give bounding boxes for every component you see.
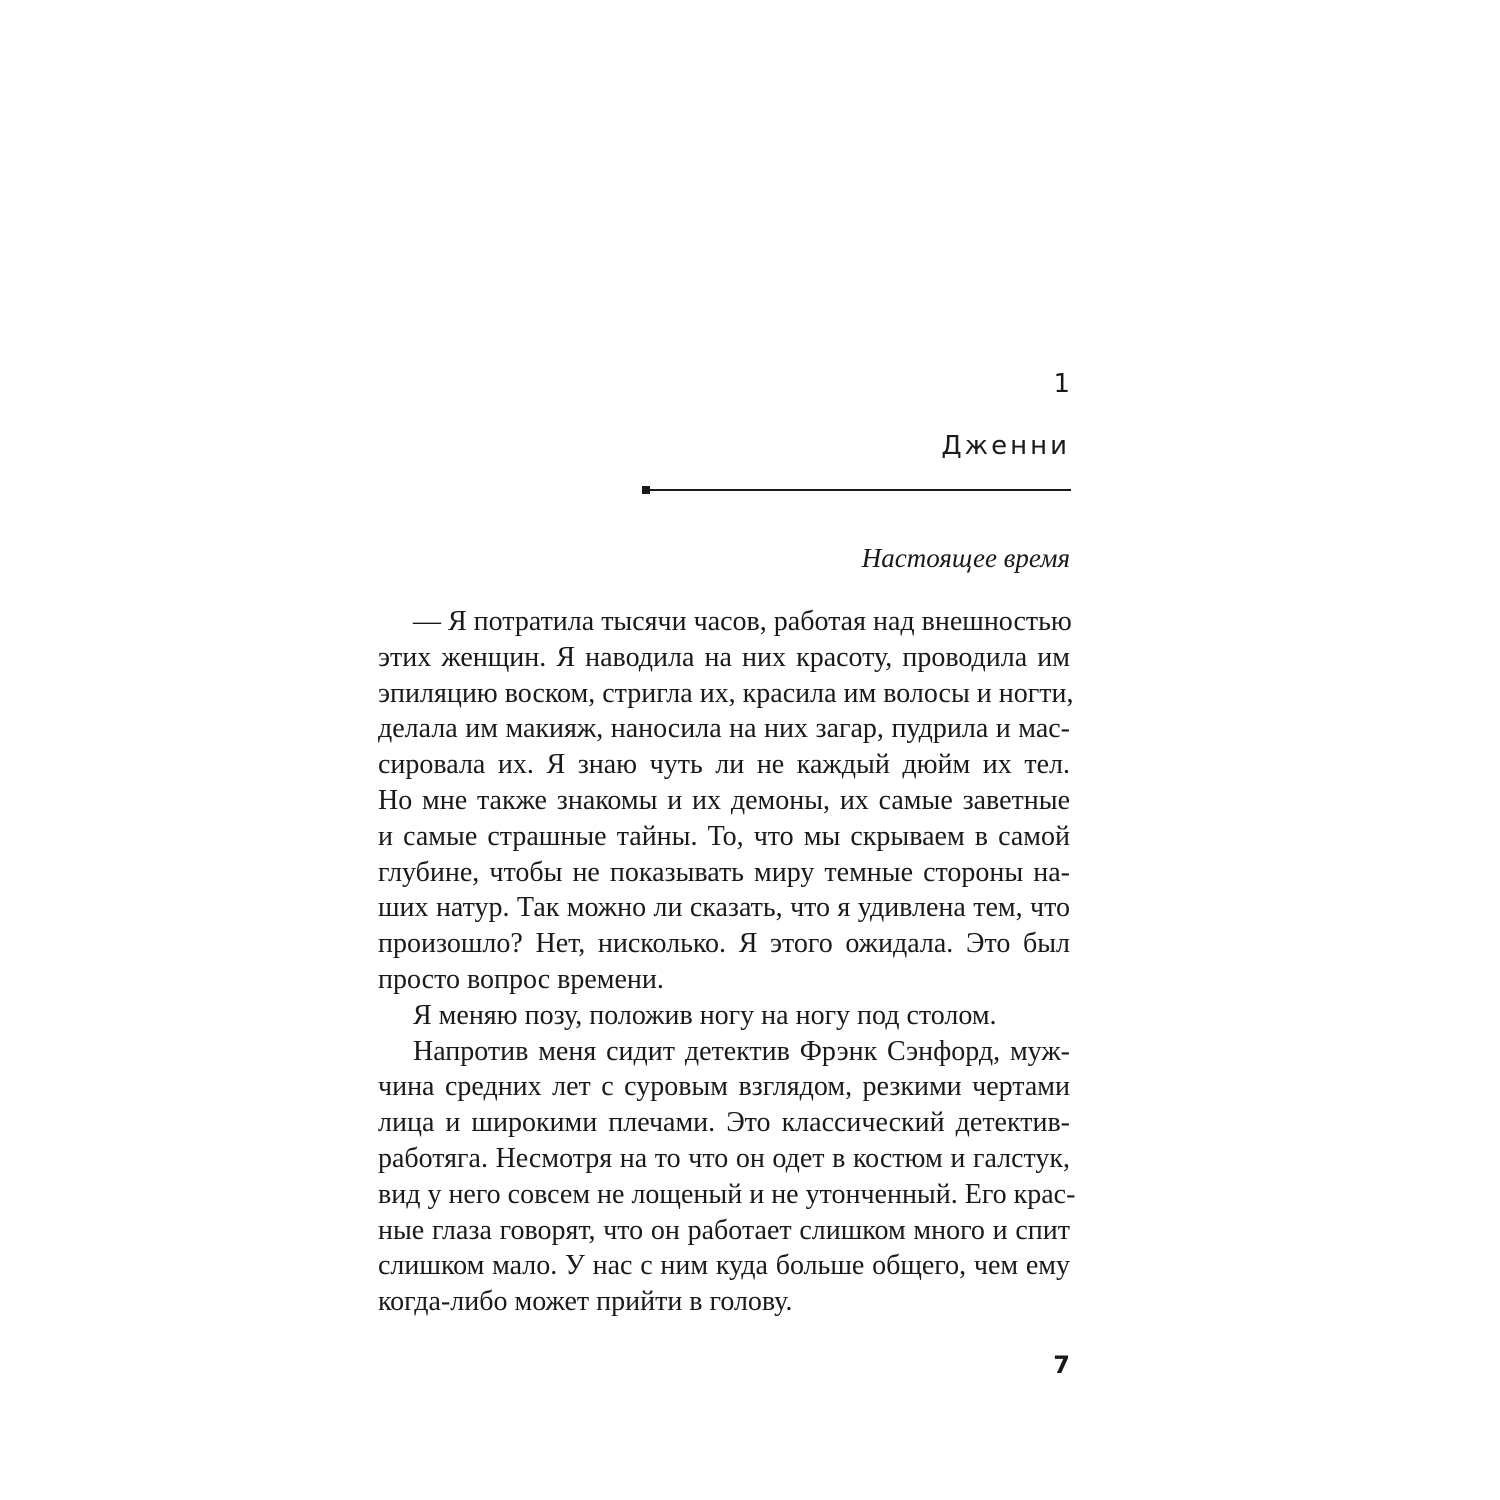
text-line: слишком мало. У нас с ним куда больше общего, чем ему bbox=[378, 1250, 1070, 1282]
paragraph-3 bbox=[378, 1034, 1076, 1320]
chapter-title: Дженни bbox=[941, 431, 1070, 461]
text-line: просто вопрос времени. bbox=[378, 963, 664, 995]
text-line: чина средних лет с суровым взглядом, резкими чертами bbox=[378, 1071, 1070, 1103]
text-line: лица и широкими плечами. Это классический детектив- bbox=[378, 1107, 1070, 1139]
chapter-subtitle: Настоящее время bbox=[861, 543, 1070, 573]
text-line: ших натур. Так можно ли сказать, что я удивлена тем, что bbox=[378, 892, 1070, 924]
text-line: вид у него совсем не лощеный и не утонченный. Его крас- bbox=[378, 1178, 1076, 1210]
text-line: Но мне также знакомы и их демоны, их самые заветные bbox=[378, 784, 1070, 816]
text-line: и самые страшные тайны. То, что мы скрываем в самой bbox=[378, 820, 1070, 852]
text-line: произошло? Нет, нисколько. Я этого ожидала. Это был bbox=[378, 928, 1070, 960]
text-line: ные глаза говорят, что он работает слишком много и спит bbox=[378, 1214, 1070, 1246]
text-line: глубине, чтобы не показывать миру темные стороны на- bbox=[378, 856, 1070, 888]
text-line: Напротив меня сидит детектив Фрэнк Сэнфорд, муж- bbox=[413, 1035, 1070, 1067]
page-number: 7 bbox=[1053, 1351, 1070, 1379]
text-line: работяга. Несмотря на то что он одет в костюм и галстук, bbox=[378, 1142, 1070, 1174]
chapter-number: 1 bbox=[1053, 369, 1070, 399]
body-text bbox=[378, 604, 1076, 1320]
text-line: сировала их. Я знаю чуть ли не каждый дюйм их тел. bbox=[378, 749, 1070, 781]
chapter-rule bbox=[648, 489, 1071, 491]
text-line: этих женщин. Я наводила на них красоту, проводила им bbox=[378, 641, 1070, 673]
text-line: — Я потратила тысячи часов, работая над внешностью bbox=[413, 606, 1072, 637]
text-line: эпиляцию воском, стригла их, красила им волосы и ногти, bbox=[378, 677, 1074, 709]
text-line: Я меняю позу, положив ногу на ногу под столом. bbox=[413, 999, 997, 1031]
paragraph-1 bbox=[378, 604, 1074, 998]
text-line: когда-либо может прийти в голову. bbox=[378, 1286, 793, 1318]
paragraph-2 bbox=[378, 998, 1070, 1034]
text-line: делала им макияж, наносила на них загар, пудрила и мас- bbox=[378, 713, 1070, 745]
